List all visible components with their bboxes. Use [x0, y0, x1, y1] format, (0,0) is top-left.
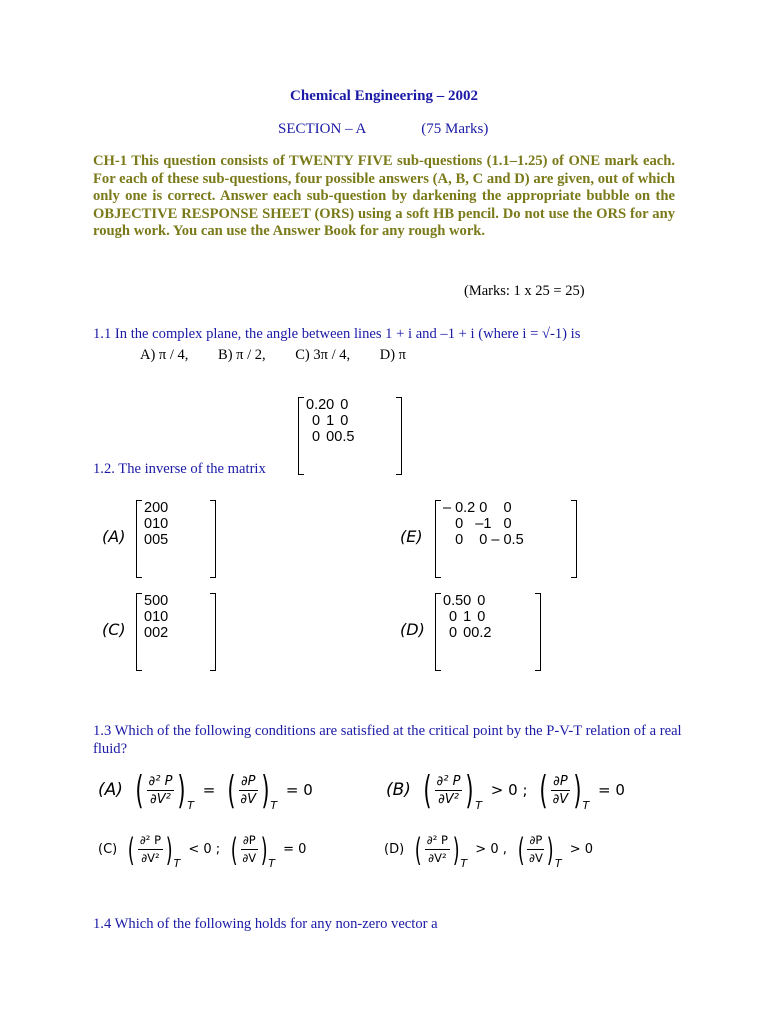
question-1-2: 1.2. The inverse of the matrix — [93, 461, 266, 477]
option-b: B) π / 2, — [218, 347, 266, 363]
question-1-3: 1.3 Which of the following conditions are satisfied at the critical point by the P-V-T relation of a real fluid? — [93, 723, 682, 757]
page-title: Chemical Engineering – 2002 — [290, 88, 478, 104]
option-d: D) π — [379, 347, 406, 363]
option-d-label: (D) — [400, 620, 425, 639]
question-matrix — [298, 397, 402, 475]
condition-d: (D) ( $\frac{\text{∂² P}}{\text{∂V²}}$ )$_T > 0$ , ( $\frac{\partial P}{\partial V}$ )$_T > 0$ — [384, 830, 594, 870]
option-d-matrix: 0.5 0 0 0 1 0 0 0 0.2 — [435, 593, 541, 671]
option-c-label: (C) — [102, 620, 126, 639]
condition-a: (A) ( $\frac{\text{∂² P}}{\text{∂V²}}$ )$_T$ = ( $\frac{\partial P}{\partial V}$ )$_T = 0$ — [98, 768, 313, 812]
option-c: C) 3π / 4, — [295, 347, 351, 363]
question-1-1: 1.1 In the complex plane, the angle between lines 1 + i and –1 + i (where i = √-1) is — [93, 326, 581, 342]
section-heading — [278, 121, 488, 138]
question-1-1-options — [140, 347, 432, 364]
option-a: A) π / 4, — [140, 347, 189, 363]
condition-c: (C) ( $\frac{\text{∂² P}}{\text{∂V²}}$ )$_T < 0$ ; ( $\frac{\partial P}{\partial V}$ )$_T = 0$ — [98, 830, 307, 870]
section-marks: (75 Marks) — [421, 121, 489, 137]
section-label: SECTION – A — [278, 121, 366, 137]
option-e-label: (E) — [400, 527, 423, 546]
question-1-4: 1.4 Which of the following holds for any non-zero vector a — [93, 916, 438, 932]
option-a-label: (A) — [102, 527, 126, 546]
option-a-matrix: 2 0 0 0 1 0 0 0 5 — [136, 500, 216, 578]
option-e-matrix: – 0.2 0 0 0 –1 0 0 0 – 0.5 — [435, 500, 577, 578]
matrix-table: 0.2 0 0 0 1 0 0 0 0.5 — [306, 397, 355, 445]
marks-total: (Marks: 1 x 25 = 25) — [464, 283, 585, 299]
instructions-paragraph: CH-1 This question consists of TWENTY FIVE sub-questions (1.1–1.25) of ONE mark each. For each of these sub-questions, four possible answers (A, B, C and D) are given, out of which only one is correct. Answer each sub-question by darkening the appropriate bubble on the OBJECTIVE RESPONSE SHEET (ORS) using a soft HB pencil. Do not use the ORS for any rough work. You can use the Answer Book for any rough work. — [93, 153, 675, 240]
option-c-matrix: 5 0 0 0 1 0 0 0 2 — [136, 593, 216, 671]
condition-b: (B) ( $\frac{\text{∂² P}}{\text{∂V²}}$ )$_T > 0$ ; ( $\frac{\partial P}{\partial V}$ )$_T = 0$ — [386, 768, 625, 812]
